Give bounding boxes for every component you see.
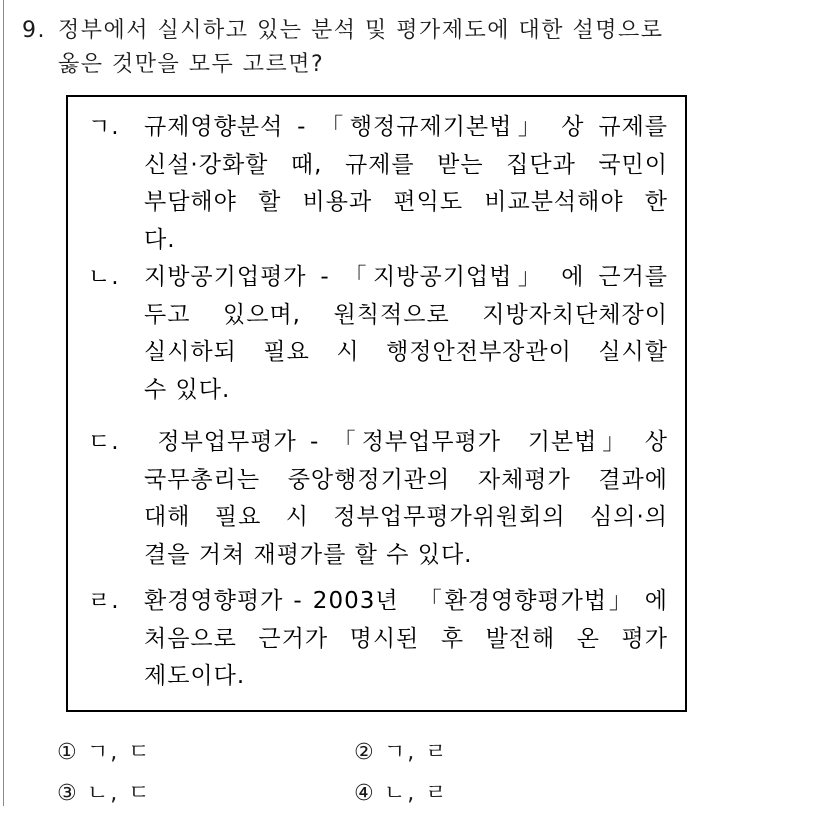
statement-line: 대해 필요 시 정부업무평가위원회의 심의·의 xyxy=(144,504,668,530)
statement-line: 규제영향분석 - 「행정규제기본법」 상 규제를 xyxy=(144,114,668,140)
statement-line: 지방공기업평가 - 「지방공기업법」 에 근거를 xyxy=(144,264,668,290)
page-left-border xyxy=(3,0,4,806)
statement-line: 국무총리는 중앙행정기관의 자체평가 결과에 xyxy=(144,466,668,493)
option-marker: ② xyxy=(354,740,376,765)
statement-line: 결을 거쳐 재평가를 할 수 있다. xyxy=(144,541,473,568)
statement-line: 정부업무평가 - 「정부업무평가 기본법」 상 xyxy=(144,429,668,455)
statement-body xyxy=(144,583,668,696)
statement-item-giyeok xyxy=(88,109,668,259)
answer-option-3[interactable] xyxy=(57,773,152,814)
statement-line: 수 있다. xyxy=(144,376,231,403)
answer-option-4[interactable] xyxy=(354,773,449,814)
statement-body xyxy=(144,424,668,574)
answer-option-1[interactable] xyxy=(57,732,152,773)
question-stem xyxy=(22,14,782,82)
statement-body xyxy=(144,259,668,409)
statement-label: ㄹ. xyxy=(88,588,120,614)
question-line-2: 옳은 것만을 모두 고르면? xyxy=(58,52,325,77)
statement-item-nieun xyxy=(88,259,668,409)
option-text: ㄱ, ㄹ xyxy=(384,740,449,765)
statement-line: 두고 있으며, 원칙적으로 지방자치단체장이 xyxy=(144,301,668,328)
statement-item-rieul xyxy=(88,583,668,696)
statement-label: ㄴ. xyxy=(88,264,120,290)
answer-option-2[interactable] xyxy=(354,732,449,773)
statement-line: 처음으로 근거가 명시된 후 발전해 온 평가 xyxy=(144,625,668,652)
option-text: ㄱ, ㄷ xyxy=(87,740,152,765)
statement-line: 다. xyxy=(144,226,176,253)
option-text: ㄴ, ㄹ xyxy=(384,781,449,806)
statement-label: ㄷ. xyxy=(88,429,120,455)
statement-line: 제도이다. xyxy=(144,663,246,689)
statement-box xyxy=(66,95,687,712)
statement-line: 환경영향평가 - 2003년 「환경영향평가법」 에 xyxy=(144,588,668,614)
statement-line: 부담해야 할 비용과 편익도 비교분석해야 한 xyxy=(144,189,668,215)
statement-item-digeut xyxy=(88,424,668,574)
question-text-1: 정부에서 실시하고 있는 분석 및 평가제도에 대한 설명으로 xyxy=(58,18,664,43)
option-text: ㄴ, ㄷ xyxy=(87,781,152,806)
option-marker: ① xyxy=(57,740,79,765)
statement-body xyxy=(144,109,668,259)
question-number: 9. xyxy=(22,18,46,43)
statement-line: 실시하되 필요 시 행정안전부장관이 실시할 xyxy=(144,339,668,365)
option-marker: ④ xyxy=(354,781,376,806)
question-line-1 xyxy=(22,14,782,48)
option-marker: ③ xyxy=(57,781,79,806)
statement-label: ㄱ. xyxy=(88,114,120,140)
statement-line: 신설·강화할 때, 규제를 받는 집단과 국민이 xyxy=(144,151,668,178)
